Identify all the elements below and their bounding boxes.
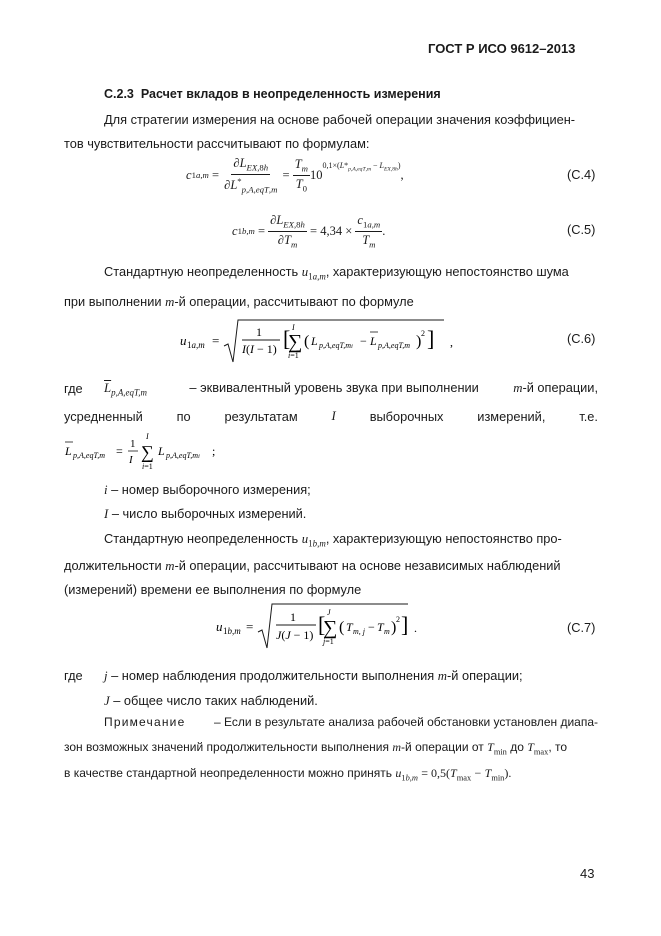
svg-text:j=1: j=1: [323, 637, 334, 646]
equation-number-c7: (С.7): [567, 620, 596, 635]
equation-number-c6: (С.6): [567, 331, 596, 346]
note-line-2-text-a: зон возможных значений продолжительности выполнения: [64, 740, 390, 754]
svg-text:=: =: [212, 333, 220, 348]
paragraph-2-line-1: Стандартную неопределенность $u_{1a,m}$, характеризующую непостоянство шума: [104, 264, 569, 282]
note-line-1-text: – Если в результате анализа рабочей обстановки установлен диапа-: [214, 715, 598, 729]
where-1-text-b: -й операции,: [522, 380, 598, 395]
note-line-2-text-b: -й операции от: [401, 740, 484, 754]
svg-text:J(J − 1): J(J − 1): [276, 628, 314, 642]
svg-text:−: −: [368, 620, 375, 634]
note-line-3: в качестве стандартной неопределенности можно принять $u_{1b,m} = 0,5(T_{max} - T_{min})$.: [64, 766, 512, 783]
svg-text:i=1: i=1: [288, 351, 299, 360]
svg-text:∑: ∑: [323, 617, 338, 639]
p2-text-b: , характеризующую непостоянство шума: [325, 264, 569, 279]
paragraph-3-line-1: Стандартную неопределенность $u_{1b,m}$, характеризующую непостоянство про-: [104, 531, 562, 549]
note-line-2: зон возможных значений продолжительности выполнения m-й операции от $T_{min}$ до $T_{max}$, то: [64, 740, 568, 757]
note-line-2-text-d: , то: [548, 740, 568, 754]
svg-text:1b,m: 1b,m: [223, 626, 241, 636]
c5-constant: 4,34: [320, 223, 343, 238]
svg-text:1a,m: 1a,m: [187, 340, 205, 350]
svg-text:I: I: [292, 323, 295, 332]
section-title: [104, 87, 441, 101]
paragraph-2-line-2: при выполнении m-й операции, рассчитывают по формуле: [64, 294, 414, 309]
svg-text:L: L: [65, 444, 72, 458]
equation-number-c4: (С.4): [567, 167, 596, 182]
paragraph-1-line-2: тов чувствительности рассчитывают по формулам:: [64, 136, 370, 151]
p3-text-b: , характеризующую непостоянство про-: [325, 531, 562, 546]
svg-text:m, j: m, j: [353, 627, 365, 636]
svg-text:): ): [391, 619, 397, 636]
svg-text:∑: ∑: [141, 442, 154, 462]
svg-text:I: I: [146, 432, 149, 441]
svg-text:.: .: [414, 621, 417, 635]
formula-c5: c 1b,m = $\frac{\partial L_{EX,8h}}{\partial T_m}$ = 4,34 × $\frac{c_{1a,m}}{T_m}$ .: [232, 213, 386, 249]
document-header: ГОСТ Р ИСО 9612–2013: [428, 41, 576, 56]
formula-c4: c 1a,m = $\frac{\partial L_{EX,8h}}{\partial L^*_{p,A,eqT,m}}$ = $\frac{T_m}{T_0}$ 10 $^{0,1\times(L *_{p,A,eqT,m} - L_{EX,8h} )}$ ,: [186, 156, 404, 195]
svg-text:∑: ∑: [288, 331, 303, 353]
where-1-line-2: усредненный по результатам I выборочных измерений, т.е.: [64, 409, 598, 424]
p3-text-line2-b: -й операции, рассчитывают на основе независимых наблюдений: [174, 558, 561, 573]
svg-text:[: [: [318, 612, 326, 637]
svg-text:1: 1: [256, 325, 262, 339]
page-number: 43: [580, 866, 595, 881]
definition-J: J – общее число таких наблюдений.: [104, 693, 318, 708]
where-1-word-1: усредненный: [64, 409, 143, 424]
svg-text:1: 1: [290, 610, 296, 624]
svg-text:L: L: [311, 334, 318, 348]
svg-text:(: (: [339, 619, 345, 636]
note-line-2-text-c: до: [510, 740, 524, 754]
formula-c7: [216, 600, 436, 650]
svg-text:2: 2: [396, 615, 400, 624]
where-1-text-a: – эквивалентный уровень звука при выполнении: [189, 380, 479, 395]
svg-text:i=1: i=1: [142, 462, 153, 471]
where-2-label: где: [64, 668, 83, 683]
svg-text:(: (: [304, 333, 310, 350]
definition-i-text: – номер выборочного измерения;: [111, 482, 311, 497]
svg-text:]: ]: [427, 326, 435, 351]
svg-text:u: u: [216, 619, 223, 634]
definition-I-text: – число выборочных измерений.: [111, 506, 307, 521]
svg-text:−: −: [360, 334, 367, 348]
svg-text:p,A,eqT,m: p,A,eqT,m: [73, 451, 106, 460]
svg-text:1: 1: [130, 438, 136, 450]
svg-text:,: ,: [450, 335, 453, 349]
svg-text:T: T: [377, 620, 384, 634]
note-line-1: [104, 715, 598, 729]
where-1-word-6: т.е.: [579, 409, 598, 424]
svg-text:]: ]: [401, 612, 409, 637]
svg-text:p,A,eqT,m: p,A,eqT,m: [378, 341, 411, 350]
svg-text:u: u: [180, 333, 187, 348]
definition-j-text-b: -й операции;: [447, 668, 523, 683]
formula-c6: [180, 316, 480, 366]
note-line-3-text: в качестве стандартной неопределенности можно принять: [64, 766, 393, 780]
svg-text:L: L: [370, 334, 377, 348]
svg-text:T: T: [346, 620, 353, 634]
svg-text:2: 2: [421, 329, 425, 338]
paragraph-3-line-3: (измерений) времени ее выполнения по формуле: [64, 582, 362, 597]
svg-text:;: ;: [212, 444, 216, 458]
paragraph-3-line-2: должительности m-й операции, рассчитывают на основе независимых наблюдений: [64, 558, 561, 573]
where-1-word-3: результатам: [224, 409, 298, 424]
p3-text-a: Стандартную неопределенность: [104, 531, 299, 546]
svg-text:I: I: [129, 454, 133, 466]
svg-text:L: L: [158, 444, 165, 458]
where-1-word-2: по: [176, 409, 191, 424]
svg-text:=: =: [246, 619, 254, 634]
svg-text:): ): [416, 333, 422, 350]
where-1-line-1: $\overline{L}_{p,A,eqT,m}$ – эквивалентный уровень звука при выполнении m-й операции,: [104, 380, 598, 398]
definition-J-text: – общее число таких наблюдений.: [113, 693, 318, 708]
svg-text:p,A,eqT,mi: p,A,eqT,mi: [319, 341, 353, 350]
svg-text:m: m: [384, 627, 390, 636]
definition-j: j – номер наблюдения продолжительности выполнения m-й операции;: [104, 668, 523, 683]
equation-number-c5: (С.5): [567, 222, 596, 237]
p2-text-d: -й операции, рассчитывают по формуле: [174, 294, 414, 309]
where-1-word-5: измерений,: [477, 409, 546, 424]
p2-text-c: при выполнении: [64, 294, 162, 309]
section-title-text: Расчет вкладов в неопределенность измерения: [140, 87, 441, 101]
section-number: С.2.3: [104, 87, 134, 101]
definition-I: I – число выборочных измерений.: [104, 506, 307, 521]
where-1-label: где: [64, 381, 83, 396]
p2-text-a: Стандартную неопределенность: [104, 264, 299, 279]
definition-i: i – номер выборочного измерения;: [104, 482, 311, 497]
formula-mean-level: [62, 430, 242, 472]
definition-j-text: – номер наблюдения продолжительности выполнения: [111, 668, 435, 683]
svg-text:p,A,eqT,mi: p,A,eqT,mi: [166, 451, 200, 460]
paragraph-1-line-1: Для стратегии измерения на основе рабочей операции значения коэффициен-: [104, 112, 576, 127]
svg-text:J: J: [327, 608, 331, 617]
p3-text-line2-a: должительности: [64, 558, 162, 573]
note-label: Примечание: [104, 715, 186, 729]
svg-text:I(I − 1): I(I − 1): [242, 342, 277, 356]
svg-text:[: [: [283, 326, 291, 351]
svg-text:=: =: [116, 444, 123, 458]
where-1-word-4: выборочных: [369, 409, 444, 424]
